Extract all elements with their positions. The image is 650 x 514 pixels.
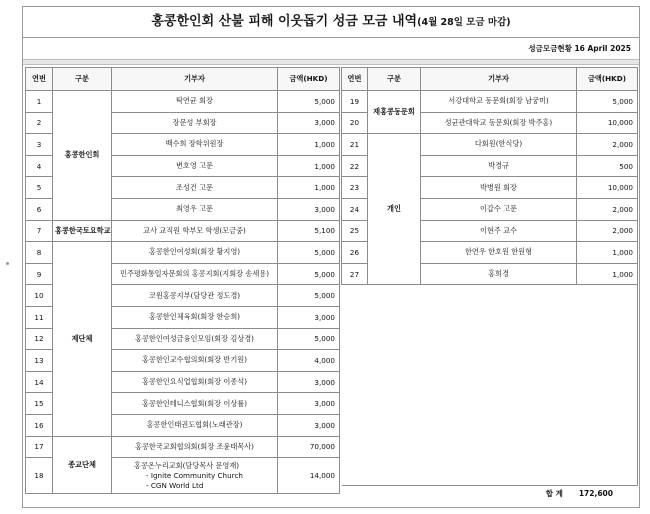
header-amount: 금액(HKD) [577, 68, 638, 91]
donor-cell: 장문성 부회장 [112, 112, 278, 134]
category-cell: 홍콩한인회 [53, 91, 112, 221]
donor-cell: 홍콩한인태권도협회(노래관장) [112, 414, 278, 436]
row-number: 16 [26, 414, 53, 436]
title-note: (4월 28일 모금 마감) [417, 17, 511, 28]
donor-cell: 다회원(한식당) [421, 134, 577, 156]
row-number: 11 [26, 306, 53, 328]
donation-document [22, 6, 640, 508]
amount-cell: 3,000 [278, 112, 340, 134]
total-label: 합 계 [545, 489, 563, 498]
row-number: 8 [26, 242, 53, 264]
grand-total [530, 488, 613, 499]
donor-cell: 홍희경 [421, 263, 577, 285]
scroll-indicator-dot [6, 262, 9, 265]
row-number: 5 [26, 177, 53, 199]
blank-row [342, 285, 638, 486]
donor-cell: 성균관대학교 동문회(회장 박주홍) [421, 112, 577, 134]
header-category: 구분 [53, 68, 112, 91]
category-cell: 개인 [368, 134, 421, 285]
header-amount: 금액(HKD) [278, 68, 340, 91]
donor-cell: 박경규 [421, 155, 577, 177]
table-row [26, 242, 340, 264]
row-number: 27 [342, 263, 368, 285]
amount-cell: 2,000 [577, 134, 638, 156]
donor-cell: 박병원 회장 [421, 177, 577, 199]
row-number: 2 [26, 112, 53, 134]
amount-cell: 1,000 [278, 155, 340, 177]
amount-cell: 500 [577, 155, 638, 177]
donor-cell: 최영우 고문 [112, 198, 278, 220]
amount-cell: 70,000 [278, 436, 340, 458]
right-donor-table [341, 67, 638, 486]
donor-sub-line: - Ignite Community Church [146, 470, 243, 480]
row-number: 24 [342, 198, 368, 220]
donor-sub-line: - CGN World Ltd [146, 480, 204, 490]
donor-cell: 홍콩한인여성회(회장 황지영) [112, 242, 278, 264]
donor-cell: 서강대학교 동문회(회장 남궁미) [421, 91, 577, 113]
header-separator [23, 59, 639, 65]
donor-cell: 홍콩한인요식업협회(회장 이종석) [112, 371, 278, 393]
status-text: 성금모금현황 16 April 2025 [528, 44, 631, 53]
row-number: 4 [26, 155, 53, 177]
donor-cell: 조성건 고문 [112, 177, 278, 199]
amount-cell: 5,000 [278, 242, 340, 264]
row-number: 20 [342, 112, 368, 134]
donor-cell: 홍콩한국교회협의회(회장 조윤태목사) [112, 436, 278, 458]
row-number: 21 [342, 134, 368, 156]
category-cell: 재홍콩동문회 [368, 91, 421, 134]
donor-cell: 홍콩한인교수협의회(회장 반기원) [112, 350, 278, 372]
amount-cell: 2,000 [577, 220, 638, 242]
amount-cell: 5,000 [577, 91, 638, 113]
donor-cell: 한연우 한호원 한원형 [421, 242, 577, 264]
donor-name: 홍콩온누리교회(담당목사 문영재) [134, 460, 240, 470]
donor-cell: 홍콩한인테니스협회(회장 이상률) [112, 393, 278, 415]
total-value: 172,600 [578, 489, 613, 498]
row-number: 22 [342, 155, 368, 177]
amount-cell: 4,000 [278, 350, 340, 372]
donor-cell: 이갑수 고문 [421, 198, 577, 220]
amount-cell: 1,000 [278, 177, 340, 199]
row-number: 15 [26, 393, 53, 415]
donor-cell: 코윈홍콩지부(담당관 정도경) [112, 285, 278, 307]
donor-cell: 백수희 장학위원장 [112, 134, 278, 156]
document-title [23, 7, 639, 38]
amount-cell: 3,000 [278, 306, 340, 328]
row-number: 10 [26, 285, 53, 307]
category-cell: 제단체 [53, 242, 112, 436]
donor-cell: 홍콩한인체육회(회장 한승희) [112, 306, 278, 328]
donor-cell: 이현주 교수 [421, 220, 577, 242]
table-row [342, 91, 638, 113]
amount-cell: 10,000 [577, 112, 638, 134]
row-number: 17 [26, 436, 53, 458]
table-header-row [26, 68, 340, 91]
table-header-row [342, 68, 638, 91]
amount-cell: 10,000 [577, 177, 638, 199]
table-row [26, 91, 340, 113]
amount-cell: 14,000 [278, 458, 340, 494]
donor-cell: 탁연균 회장 [112, 91, 278, 113]
donor-cell: 민주평화통일자문회의 홍콩지회(지회장 송세용) [112, 263, 278, 285]
amount-cell: 3,000 [278, 414, 340, 436]
donor-cell: 교사 교직원 학부모 학생(모금중) [112, 220, 278, 242]
blank-cell [342, 285, 638, 486]
donor-cell: 변호영 고문 [112, 155, 278, 177]
amount-cell: 5,000 [278, 328, 340, 350]
amount-cell: 3,000 [278, 393, 340, 415]
category-cell: 홍콩한국토요학교 [53, 220, 112, 242]
category-cell: 종교단체 [53, 436, 112, 494]
header-donor: 기부자 [421, 68, 577, 91]
amount-cell: 1,000 [577, 242, 638, 264]
amount-cell: 1,000 [577, 263, 638, 285]
amount-cell: 5,000 [278, 91, 340, 113]
amount-cell: 1,000 [278, 134, 340, 156]
row-number: 13 [26, 350, 53, 372]
row-number: 26 [342, 242, 368, 264]
row-number: 3 [26, 134, 53, 156]
amount-cell: 5,000 [278, 285, 340, 307]
donor-cell [112, 458, 278, 494]
header-no: 연번 [342, 68, 368, 91]
table-row [26, 220, 340, 242]
header-no: 연번 [26, 68, 53, 91]
table-row [342, 134, 638, 156]
row-number: 14 [26, 371, 53, 393]
donor-cell: 홍콩한인여성금융인모임(회장 김상경) [112, 328, 278, 350]
row-number: 23 [342, 177, 368, 199]
amount-cell: 5,100 [278, 220, 340, 242]
title-text: 홍콩한인회 산불 피해 이웃돕기 성금 모금 내역 [151, 14, 418, 29]
amount-cell: 5,000 [278, 263, 340, 285]
row-number: 19 [342, 91, 368, 113]
amount-cell: 2,000 [577, 198, 638, 220]
row-number: 9 [26, 263, 53, 285]
amount-cell: 3,000 [278, 371, 340, 393]
header-donor: 기부자 [112, 68, 278, 91]
row-number: 18 [26, 458, 53, 494]
amount-cell: 3,000 [278, 198, 340, 220]
table-row [26, 436, 340, 458]
row-number: 7 [26, 220, 53, 242]
row-number: 25 [342, 220, 368, 242]
row-number: 12 [26, 328, 53, 350]
left-donor-table [25, 67, 340, 494]
row-number: 1 [26, 91, 53, 113]
header-category: 구분 [368, 68, 421, 91]
row-number: 6 [26, 198, 53, 220]
